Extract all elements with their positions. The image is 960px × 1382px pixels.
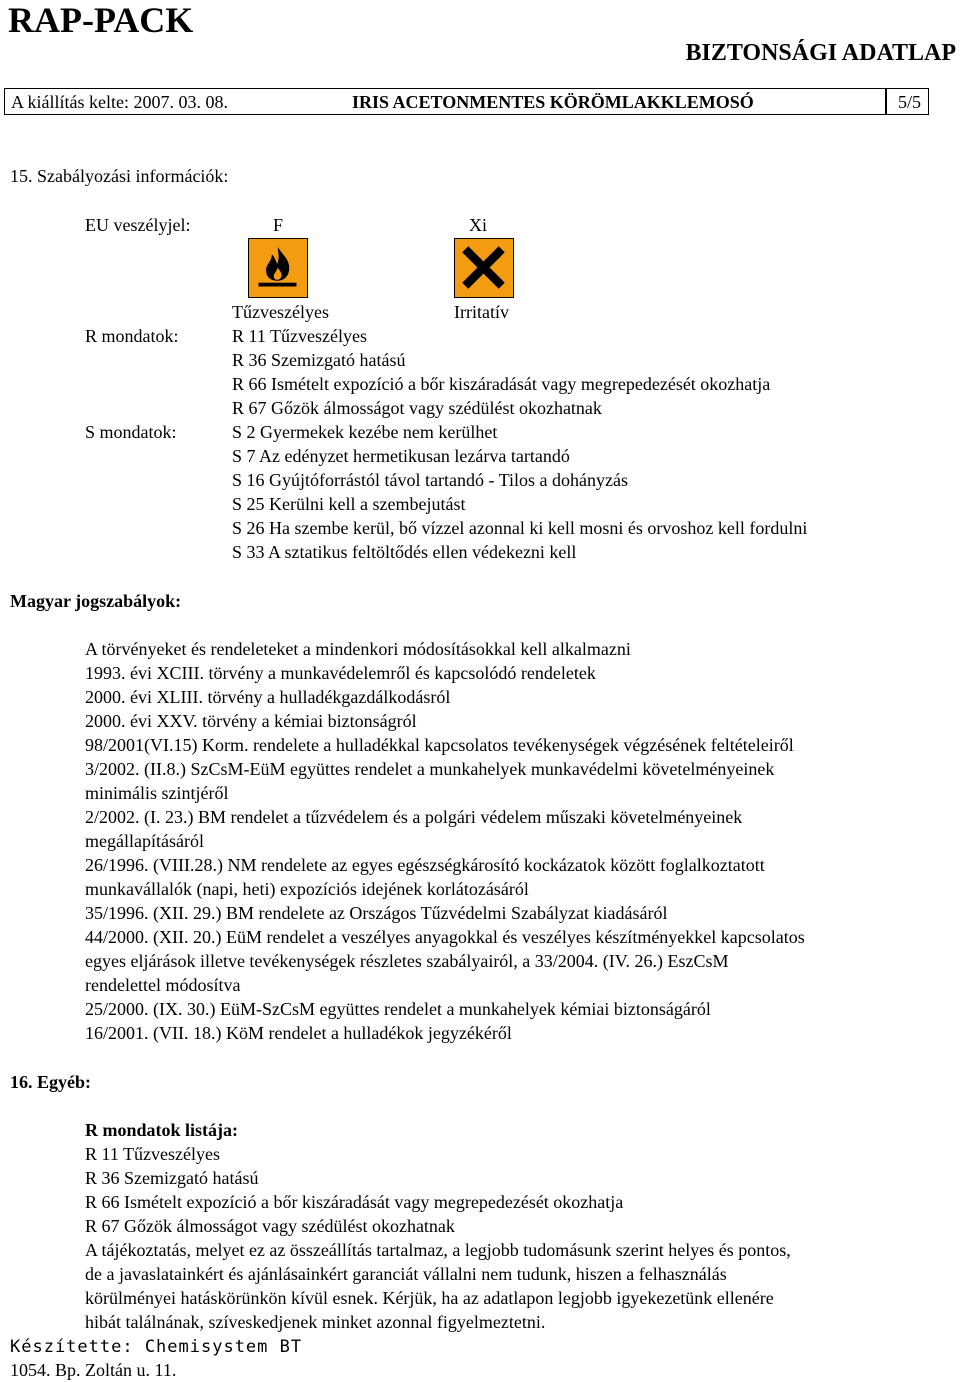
s-phrase: S 26 Ha szembe kerül, bő vízzel azonnal ki kell mosni és orvoshoz kell fordulni [232,518,808,538]
law-line: 16/2001. (VII. 18.) KöM rendelet a hulladékok jegyzékéről [85,1023,512,1043]
law-line: minimális szintjéről [85,783,229,803]
law-line: A törvényeket és rendeleteket a mindenkori módosításokkal kell alkalmazni [85,639,631,659]
symbol-code-xi: Xi [469,215,487,235]
disclaimer-line: hibát találnának, szíveskedjenek minket azonnal figyelmeztetni. [85,1312,546,1332]
symbol-name-flammable: Tűzveszélyes [232,302,329,322]
r-phrase: R 11 Tűzveszélyes [232,326,367,346]
law-line: 25/2000. (IX. 30.) EüM-SzCsM együttes rendelet a munkahelyek kémiai biztonságáról [85,999,711,1019]
symbol-name-irritant: Irritatív [454,302,509,322]
s-phrase: S 25 Kerülni kell a szembejutást [232,494,466,514]
r-phrases-label: R mondatok: [85,326,179,346]
hungarian-laws-label: Magyar jogszabályok: [10,591,182,611]
r-list-item: R 67 Gőzök álmosságot vagy szédülést okozhatnak [85,1216,455,1236]
law-line: 2000. évi XXV. törvény a kémiai biztonságról [85,711,417,731]
cross-icon [454,238,514,298]
eu-hazard-label: EU veszélyjel: [85,215,191,235]
r-list-item: R 66 Ismételt expozíció a bőr kiszáradását vagy megrepedezését okozhatja [85,1192,624,1212]
section-15-heading: 15. Szabályozási információk: [10,166,229,186]
disclaimer-line: de a javaslatainkért és ajánlásainkért garanciát vállalni nem tudunk, hiszen a felhasználás [85,1264,727,1284]
s-phrase: S 16 Gyújtóforrástól távol tartandó - Tilos a dohányzás [232,470,628,490]
r-phrase: R 36 Szemizgató hatású [232,350,406,370]
law-line: 3/2002. (II.8.) SzCsM-EüM együttes rendelet a munkahelyek munkavédelmi követelményeinek [85,759,775,779]
disclaimer-line: A tájékoztatás, melyet ez az összeállítás tartalmaz, a legjobb tudomásunk szerint helyes és pontos, [85,1240,791,1260]
r-list-item: R 11 Tűzveszélyes [85,1144,220,1164]
law-line: 2/2002. (I. 23.) BM rendelet a tűzvédelem és a polgári védelem műszaki követelményeinek [85,807,743,827]
s-phrases-label: S mondatok: [85,422,177,442]
symbol-code-f: F [273,215,284,235]
s-phrase: S 33 A sztatikus feltöltődés ellen védekezni kell [232,542,577,562]
r-list-item: R 36 Szemizgató hatású [85,1168,259,1188]
creator-line: Készítette: Chemisystem BT [10,1337,303,1357]
law-line: rendelettel módosítva [85,975,241,995]
product-name: IRIS ACETONMENTES KÖRÖMLAKKLEMOSÓ [352,92,754,112]
law-line: 98/2001(VI.15) Korm. rendelete a hulladékkal kapcsolatos tevékenységek végzésének feltételeiről [85,735,794,755]
r-phrase: R 67 Gőzök álmosságot vagy szédülést okozhatnak [232,398,602,418]
s-phrase: S 7 Az edényzet hermetikusan lezárva tartandó [232,446,570,466]
law-line: megállapításáról [85,831,204,851]
header-info-box [4,88,929,115]
company-logo: RAP-PACK [8,0,194,40]
issue-date: A kiállítás kelte: 2007. 03. 08. [11,92,228,112]
section-16-heading: 16. Egyéb: [10,1072,91,1092]
header-divider [885,89,887,114]
law-line: munkavállalók (napi, heti) expozíciós idejének korlátozásáról [85,879,529,899]
r-phrases-list [232,324,770,420]
page-number: 5/5 [898,92,922,112]
s-phrase: S 2 Gyermekek kezébe nem kerülhet [232,422,498,442]
law-line: 35/1996. (XII. 29.) BM rendelete az Országos Tűzvédelmi Szabályzat kiadásáról [85,903,668,923]
law-line: 44/2000. (XII. 20.) EüM rendelet a veszélyes anyagokkal és veszélyes készítményekkel kapcsolatos [85,927,805,947]
flame-icon [248,238,308,298]
law-line: 2000. évi XLIII. törvény a hulladékgazdálkodásról [85,687,451,707]
law-line: 1993. évi XCIII. törvény a munkavédelemről és kapcsolódó rendeletek [85,663,596,683]
laws-list [85,637,805,1045]
s-phrases-list [232,420,807,564]
r-list-block [85,1118,791,1334]
disclaimer-line: körülményei hatáskörünkön kívül esnek. Kérjük, ha az adatlapon legjobb igyekezetünk ellenére [85,1288,774,1308]
address-line: 1054. Bp. Zoltán u. 11. [10,1360,177,1380]
r-list-title: R mondatok listája: [85,1120,239,1140]
law-line: 26/1996. (VIII.28.) NM rendelete az egyes egészségkárosító kockázatok között foglalkoztatott [85,855,765,875]
r-phrase: R 66 Ismételt expozíció a bőr kiszáradását vagy megrepedezését okozhatja [232,374,771,394]
document-type-title: BIZTONSÁGI ADATLAP [685,40,956,66]
law-line: egyes eljárások illetve tevékenységek részletes szabályairól, a 33/2004. (IV. 26.) EszCsM [85,951,729,971]
